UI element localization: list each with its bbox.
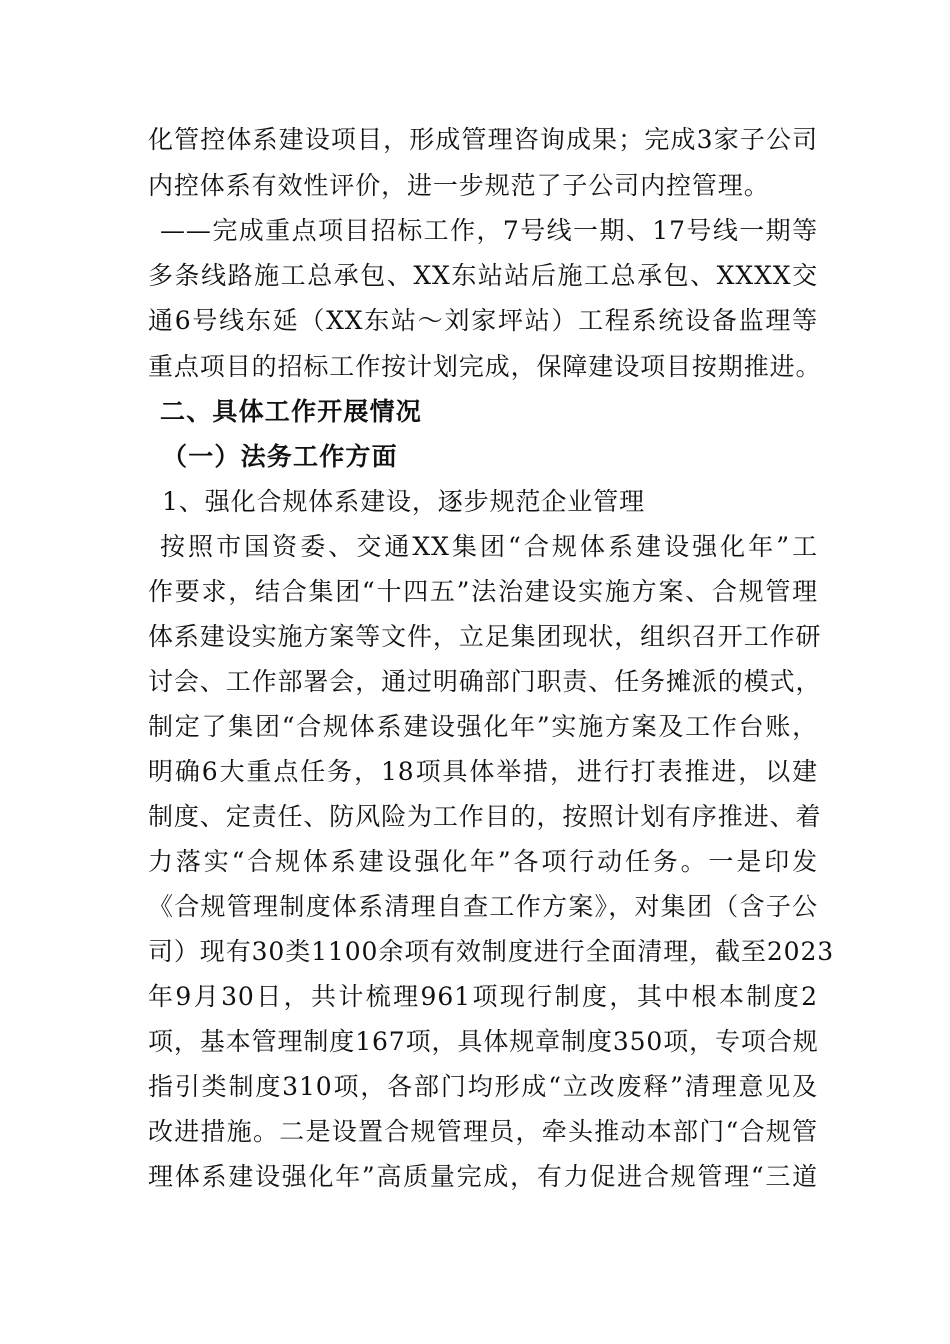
subsection-heading: （一）法务工作方面 (162, 442, 398, 471)
paragraph-line-1: 按照市国资委、交通XX集团“合规体系建设强化年”工 (160, 532, 818, 561)
paragraph-line-9: 《合规管理制度体系清理自查工作方案》，对集团（含子公 (148, 892, 818, 921)
section-heading: 二、具体工作开展情况 (160, 397, 423, 426)
body-line-6: 重点项目的招标工作按计划完成，保障建设项目按期推进。 (148, 352, 822, 381)
body-line-5: 通6号线东延（XX东站～刘家坪站）工程系统设备监理等 (148, 306, 818, 335)
paragraph-line-12: 项，基本管理制度167项，具体规章制度350项，专项合规 (148, 1027, 819, 1056)
paragraph-line-14: 改进措施。二是设置合规管理员，牵头推动本部门“合规管 (148, 1117, 818, 1146)
paragraph-line-6: 明确6大重点任务，18项具体举措，进行打表推进，以建 (148, 757, 818, 786)
paragraph-line-8: 力落实“合规体系建设强化年”各项行动任务。一是印发 (148, 847, 818, 876)
body-line-2: 内控体系有效性评价，进一步规范了子公司内控管理。 (148, 171, 770, 200)
paragraph-line-11: 年9月30日，共计梳理961项现行制度，其中根本制度2 (148, 982, 818, 1011)
paragraph-line-4: 讨会、工作部署会，通过明确部门职责、任务摊派的模式， (148, 667, 822, 696)
paragraph-line-10: 司）现有30类1100余项有效制度进行全面清理，截至2023 (148, 937, 835, 966)
bullet-paragraph-line-1: ——完成重点项目招标工作，7号线一期、17号线一期等 (160, 216, 818, 245)
paragraph-line-5: 制定了集团“合规体系建设强化年”实施方案及工作台账， (148, 712, 818, 741)
paragraph-line-2: 作要求，结合集团“十四五”法治建设实施方案、合规管理 (148, 577, 818, 606)
item-heading: 1、强化合规体系建设，逐步规范企业管理 (162, 487, 646, 516)
paragraph-line-13: 指引类制度310项，各部门均形成“立改废释”清理意见及 (148, 1072, 818, 1101)
body-line-1: 化管控体系建设项目，形成管理咨询成果；完成3家子公司 (148, 125, 818, 154)
paragraph-line-15: 理体系建设强化年”高质量完成，有力促进合规管理“三道 (148, 1162, 818, 1191)
paragraph-line-7: 制度、定责任、防风险为工作目的，按照计划有序推进、着 (148, 802, 822, 831)
paragraph-line-3: 体系建设实施方案等文件，立足集团现状，组织召开工作研 (148, 622, 822, 651)
body-line-4: 多条线路施工总承包、XX东站站后施工总承包、XXXX交 (148, 261, 818, 290)
